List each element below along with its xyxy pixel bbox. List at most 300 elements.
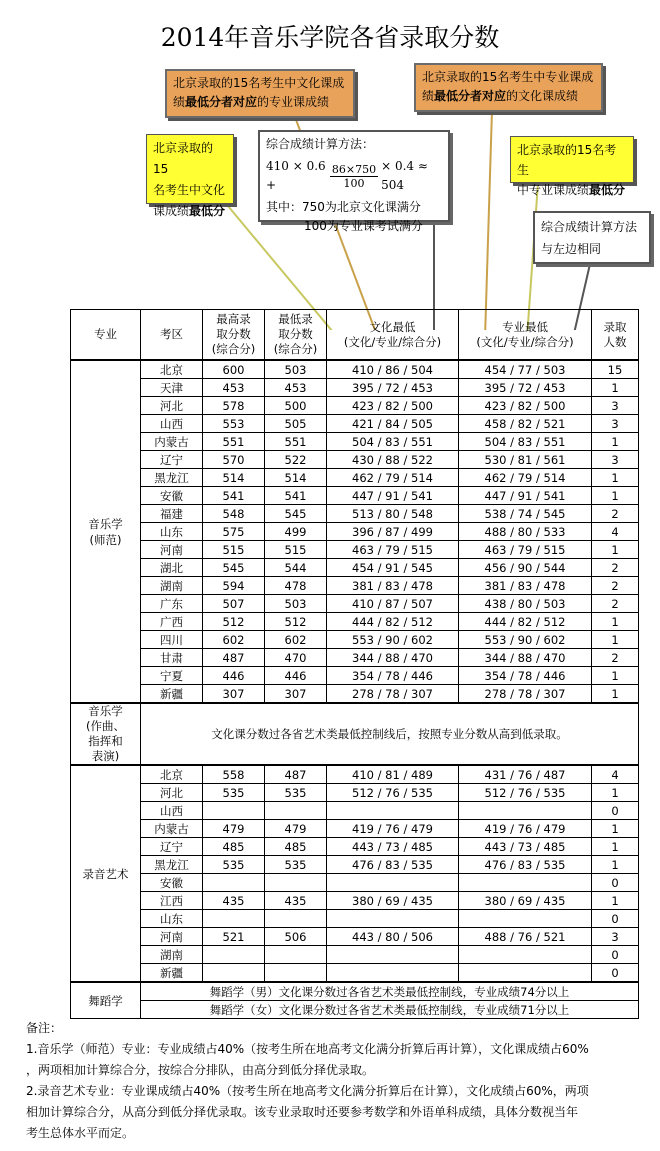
callout-culture-min-prof: [165, 69, 355, 118]
cell-region: 江西: [141, 892, 203, 910]
cell-count: 0: [592, 946, 639, 964]
callout-line: [173, 93, 347, 112]
cell-min-score: 602: [265, 631, 327, 649]
cell-max-score: 514: [203, 469, 265, 487]
callout-same-method: [533, 211, 651, 264]
connector-orange-right: [485, 110, 492, 330]
cell-region: 安徽: [141, 487, 203, 505]
cell-count: 3: [592, 397, 639, 415]
note-line: ，两项相加计算综合分，按综合分排队，由高分到低分择优录取。: [26, 1063, 375, 1077]
cell-min-score: 479: [265, 820, 327, 838]
cell-prof-min: 431 / 76 / 487: [459, 765, 592, 784]
cell-max-score: [203, 910, 265, 928]
section-music-education: [71, 360, 639, 703]
cell-culture-min: 278 / 78 / 307: [327, 685, 459, 704]
cell-prof-min: 512 / 76 / 535: [459, 784, 592, 802]
cell-max-score: [203, 946, 265, 964]
callout-formula: [258, 130, 450, 233]
label-line: (作曲、: [86, 719, 125, 733]
header-max-score: [203, 310, 265, 361]
cell-prof-min: 447 / 91 / 541: [459, 487, 592, 505]
cell-prof-min: 278 / 78 / 307: [459, 685, 592, 704]
cell-prof-min: 395 / 72 / 453: [459, 379, 592, 397]
cell-max-score: 551: [203, 433, 265, 451]
formula-denominator: 100: [343, 176, 365, 190]
cell-max-score: 578: [203, 397, 265, 415]
callout-line: [153, 201, 227, 222]
cell-prof-min: 462 / 79 / 514: [459, 469, 592, 487]
note-line: 考生总体水平而定。: [26, 1126, 135, 1140]
cell-prof-min: 454 / 77 / 503: [459, 360, 592, 379]
table-row: [71, 892, 639, 910]
formula: [266, 157, 442, 195]
cell-prof-min: 488 / 80 / 533: [459, 523, 592, 541]
cell-count: 4: [592, 523, 639, 541]
cell-count: 0: [592, 802, 639, 820]
cell-count: 1: [592, 487, 639, 505]
table-row: [71, 982, 639, 1001]
cell-prof-min: [459, 964, 592, 983]
callout-line: 北京录取的15: [153, 141, 214, 176]
cell-min-score: [265, 802, 327, 820]
table-row: [71, 1001, 639, 1019]
cell-region: 四川: [141, 631, 203, 649]
cell-culture-min: 504 / 83 / 551: [327, 433, 459, 451]
cell-max-score: 535: [203, 856, 265, 874]
table-row: [71, 631, 639, 649]
header-count: [592, 310, 639, 361]
cell-culture-min: 443 / 73 / 485: [327, 838, 459, 856]
cell-count: 3: [592, 451, 639, 469]
table-row: [71, 667, 639, 685]
dance-rule-male: 舞蹈学（男）文化课分数过各省艺术类最低控制线，专业成绩74分以上: [141, 982, 639, 1001]
header-line: 录取: [603, 319, 627, 334]
cell-count: 2: [592, 649, 639, 667]
table-row: [71, 451, 639, 469]
table-row: [71, 360, 639, 379]
cell-min-score: 503: [265, 360, 327, 379]
cell-prof-min: 423 / 82 / 500: [459, 397, 592, 415]
cell-min-score: 541: [265, 487, 327, 505]
cell-region: 福建: [141, 505, 203, 523]
cell-min-score: [265, 964, 327, 983]
cell-count: 1: [592, 820, 639, 838]
callout-bold: 最低分者对应: [434, 89, 507, 103]
cell-region: 河北: [141, 397, 203, 415]
cell-count: 1: [592, 469, 639, 487]
table-row: [71, 559, 639, 577]
cell-max-score: 575: [203, 523, 265, 541]
cell-max-score: 485: [203, 838, 265, 856]
callout-line: 北京录取的15名考生: [517, 143, 617, 177]
cell-region: 河南: [141, 928, 203, 946]
callout-text: 课成绩: [153, 204, 190, 218]
cell-max-score: 521: [203, 928, 265, 946]
header-min-score: [265, 310, 327, 361]
cell-culture-min: 410 / 86 / 504: [327, 360, 459, 379]
cell-prof-min: 530 / 81 / 561: [459, 451, 592, 469]
cell-max-score: 553: [203, 415, 265, 433]
cell-region: 河北: [141, 784, 203, 802]
cell-count: 2: [592, 505, 639, 523]
cell-min-score: 545: [265, 505, 327, 523]
cell-max-score: 453: [203, 379, 265, 397]
cell-prof-min: 380 / 69 / 435: [459, 892, 592, 910]
cell-culture-min: 443 / 80 / 506: [327, 928, 459, 946]
note-line: 1.音乐学（师范）专业：专业成绩占40%（按考生所在地高考文化满分折算后再计算），文化课成绩占60%: [26, 1042, 589, 1056]
cell-count: 2: [592, 577, 639, 595]
cell-prof-min: 488 / 76 / 521: [459, 928, 592, 946]
cell-region: 湖南: [141, 577, 203, 595]
cell-region: 内蒙古: [141, 820, 203, 838]
table-row: [71, 874, 639, 892]
cell-count: 1: [592, 433, 639, 451]
cell-min-score: 515: [265, 541, 327, 559]
cell-min-score: 470: [265, 649, 327, 667]
cell-prof-min: 443 / 73 / 485: [459, 838, 592, 856]
callout-text: 的文化课成绩: [506, 89, 579, 103]
label-line: 音乐学: [88, 704, 123, 718]
cell-culture-min: 454 / 91 / 545: [327, 559, 459, 577]
major-label: [71, 703, 141, 765]
callout-text: 中专业课成绩: [517, 183, 590, 197]
cell-max-score: 535: [203, 784, 265, 802]
cell-max-score: 548: [203, 505, 265, 523]
cell-max-score: 507: [203, 595, 265, 613]
table-row: [71, 577, 639, 595]
cell-min-score: [265, 946, 327, 964]
notes: [26, 1018, 640, 1144]
callout-line: 综合成绩计算方法: [541, 220, 638, 234]
header-line: 最低录: [278, 312, 313, 326]
table-row: [71, 487, 639, 505]
table-row: [71, 946, 639, 964]
header-line: 文化最低: [369, 319, 416, 334]
cell-count: 1: [592, 892, 639, 910]
table-row: [71, 802, 639, 820]
cell-min-score: 435: [265, 892, 327, 910]
cell-min-score: 487: [265, 765, 327, 784]
header-culture-min: [327, 310, 459, 361]
header-prof-min: [459, 310, 592, 361]
cell-max-score: 487: [203, 649, 265, 667]
cell-min-score: 485: [265, 838, 327, 856]
formula-title: 综合成绩计算方法：: [266, 137, 375, 151]
cell-culture-min: [327, 910, 459, 928]
callout-bold: 最低分: [589, 183, 626, 197]
table-row: [71, 379, 639, 397]
cell-culture-min: 410 / 81 / 489: [327, 765, 459, 784]
cell-prof-min: 354 / 78 / 446: [459, 667, 592, 685]
table-row: [71, 469, 639, 487]
cell-region: 山西: [141, 802, 203, 820]
header-line: 最高录: [216, 312, 251, 326]
cell-region: 北京: [141, 360, 203, 379]
cell-culture-min: 344 / 88 / 470: [327, 649, 459, 667]
table-row: [71, 964, 639, 983]
cell-min-score: 478: [265, 577, 327, 595]
cell-prof-min: 344 / 88 / 470: [459, 649, 592, 667]
cell-min-score: 506: [265, 928, 327, 946]
cell-count: 1: [592, 613, 639, 631]
table-row: [71, 910, 639, 928]
callout-text: 绩: [173, 95, 186, 109]
callout-bold: 最低分者对应: [185, 95, 258, 109]
cell-max-score: 602: [203, 631, 265, 649]
cell-count: 1: [592, 667, 639, 685]
cell-count: 3: [592, 415, 639, 433]
callout-prof-min-culture: [414, 63, 603, 112]
cell-min-score: 500: [265, 397, 327, 415]
cell-count: 1: [592, 784, 639, 802]
cell-region: 黑龙江: [141, 469, 203, 487]
cell-culture-min: 430 / 88 / 522: [327, 451, 459, 469]
cell-prof-min: 381 / 83 / 478: [459, 577, 592, 595]
cell-prof-min: 458 / 82 / 521: [459, 415, 592, 433]
cell-count: 2: [592, 559, 639, 577]
cell-min-score: 505: [265, 415, 327, 433]
cell-culture-min: 444 / 82 / 512: [327, 613, 459, 631]
cell-min-score: 551: [265, 433, 327, 451]
table-row: [71, 685, 639, 704]
cell-count: 0: [592, 874, 639, 892]
formula-part: 410 × 0.6 +: [266, 159, 326, 192]
cell-culture-min: 395 / 72 / 453: [327, 379, 459, 397]
cell-culture-min: 513 / 80 / 548: [327, 505, 459, 523]
cell-count: 1: [592, 685, 639, 704]
cell-culture-min: 553 / 90 / 602: [327, 631, 459, 649]
cell-culture-min: 396 / 87 / 499: [327, 523, 459, 541]
cell-culture-min: 380 / 69 / 435: [327, 892, 459, 910]
cell-min-score: 514: [265, 469, 327, 487]
cell-min-score: 446: [265, 667, 327, 685]
cell-prof-min: 538 / 74 / 545: [459, 505, 592, 523]
cell-region: 广东: [141, 595, 203, 613]
table-header-row: [71, 310, 639, 361]
cell-count: 1: [592, 541, 639, 559]
cell-max-score: 570: [203, 451, 265, 469]
header-line: (综合分): [211, 342, 256, 356]
cell-region: 甘肃: [141, 649, 203, 667]
cell-region: 山东: [141, 910, 203, 928]
cell-count: 2: [592, 595, 639, 613]
cell-prof-min: 504 / 83 / 551: [459, 433, 592, 451]
composition-rule: 文化课分数过各省艺术类最低控制线后，按照专业分数从高到低录取。: [141, 703, 639, 765]
formula-part: × 0.4 ≈ 504: [381, 159, 428, 192]
callout-line: [422, 87, 595, 106]
header-line: 专业最低: [502, 319, 548, 334]
cell-max-score: 446: [203, 667, 265, 685]
cell-max-score: 600: [203, 360, 265, 379]
callout-line: [517, 180, 627, 200]
cell-max-score: 594: [203, 577, 265, 595]
cell-count: 0: [592, 964, 639, 983]
cell-max-score: 558: [203, 765, 265, 784]
label-line: 表演): [91, 749, 120, 763]
section-recording-arts: [71, 765, 639, 982]
callout-bold: 最低分: [189, 204, 226, 218]
cell-max-score: [203, 802, 265, 820]
table-row: [71, 649, 639, 667]
cell-max-score: [203, 964, 265, 983]
cell-min-score: 535: [265, 784, 327, 802]
header-major: 专业: [71, 310, 141, 361]
cell-prof-min: 463 / 79 / 515: [459, 541, 592, 559]
cell-culture-min: [327, 946, 459, 964]
cell-min-score: 544: [265, 559, 327, 577]
callout-text: 绩: [422, 89, 435, 103]
cell-count: 1: [592, 856, 639, 874]
cell-max-score: [203, 874, 265, 892]
cell-region: 山东: [141, 523, 203, 541]
cell-count: 1: [592, 838, 639, 856]
cell-prof-min: 476 / 83 / 535: [459, 856, 592, 874]
cell-prof-min: [459, 946, 592, 964]
table-row: [71, 784, 639, 802]
callout-line: 北京录取的15名考生中文化课成: [173, 76, 345, 90]
cell-count: 3: [592, 928, 639, 946]
header-region: 考区: [141, 310, 203, 361]
cell-max-score: 545: [203, 559, 265, 577]
cell-culture-min: 447 / 91 / 541: [327, 487, 459, 505]
note-line: 2.录音艺术专业：专业课成绩占40%（按考生所在地高考文化满分折算后在计算），文化成绩占60%，两项: [26, 1084, 589, 1098]
formula-note: 100为专业课考试满分: [304, 219, 423, 233]
cell-culture-min: 421 / 84 / 505: [327, 415, 459, 433]
cell-count: 0: [592, 910, 639, 928]
cell-culture-min: 410 / 87 / 507: [327, 595, 459, 613]
callout-culture-min: [146, 134, 234, 218]
cell-culture-min: 512 / 76 / 535: [327, 784, 459, 802]
callout-line: 与左边相同: [541, 242, 602, 256]
cell-max-score: 512: [203, 613, 265, 631]
notes-heading: 备注：: [26, 1021, 63, 1035]
header-line: (文化/专业/综合分): [476, 334, 574, 349]
table-row: [71, 397, 639, 415]
cell-culture-min: 463 / 79 / 515: [327, 541, 459, 559]
cell-culture-min: [327, 964, 459, 983]
cell-count: 1: [592, 379, 639, 397]
cell-region: 湖北: [141, 559, 203, 577]
cell-prof-min: 444 / 82 / 512: [459, 613, 592, 631]
callout-line: 名考生中文化: [153, 183, 226, 197]
cell-region: 宁夏: [141, 667, 203, 685]
cell-prof-min: [459, 910, 592, 928]
cell-culture-min: 462 / 79 / 514: [327, 469, 459, 487]
callout-prof-min: [510, 136, 634, 197]
cell-region: 新疆: [141, 685, 203, 704]
cell-region: 北京: [141, 765, 203, 784]
table-row: [71, 820, 639, 838]
cell-min-score: 522: [265, 451, 327, 469]
callout-text: 的专业课成绩: [257, 95, 330, 109]
cell-region: 新疆: [141, 964, 203, 983]
table-row: [71, 523, 639, 541]
cell-min-score: 499: [265, 523, 327, 541]
cell-culture-min: 476 / 83 / 535: [327, 856, 459, 874]
cell-region: 黑龙江: [141, 856, 203, 874]
cell-culture-min: [327, 874, 459, 892]
header-line: 取分数: [278, 327, 313, 341]
table-row: [71, 928, 639, 946]
label-line: (师范): [89, 532, 122, 547]
cell-culture-min: [327, 802, 459, 820]
section-dance: [71, 982, 639, 1019]
table-row: [71, 433, 639, 451]
label-line: 音乐学: [88, 516, 123, 531]
cell-culture-min: 423 / 82 / 500: [327, 397, 459, 415]
cell-region: 山西: [141, 415, 203, 433]
cell-prof-min: [459, 874, 592, 892]
table-row: [71, 765, 639, 784]
note-line: 相加计算综合分，从高分到低分择优录取。该专业录取时还要参考数学和外语单科成绩，具体分数视当年: [26, 1105, 579, 1119]
cell-min-score: 307: [265, 685, 327, 704]
header-line: 人数: [603, 334, 627, 349]
cell-max-score: 515: [203, 541, 265, 559]
cell-min-score: [265, 874, 327, 892]
callout-line: 北京录取的15名考生中专业课成: [422, 70, 594, 84]
table-row: [71, 703, 639, 765]
cell-region: 广西: [141, 613, 203, 631]
cell-prof-min: 456 / 90 / 544: [459, 559, 592, 577]
table-row: [71, 613, 639, 631]
cell-prof-min: 419 / 76 / 479: [459, 820, 592, 838]
section-music-composition: [71, 703, 639, 765]
cell-max-score: 435: [203, 892, 265, 910]
cell-min-score: 512: [265, 613, 327, 631]
cell-max-score: 479: [203, 820, 265, 838]
cell-region: 辽宁: [141, 451, 203, 469]
header-line: 取分数: [216, 327, 251, 341]
cell-region: 河南: [141, 541, 203, 559]
cell-prof-min: 553 / 90 / 602: [459, 631, 592, 649]
admission-table: [70, 309, 639, 1019]
major-label: [71, 360, 141, 703]
cell-region: 辽宁: [141, 838, 203, 856]
header-line: (文化/专业/综合分): [343, 334, 442, 349]
cell-count: 4: [592, 765, 639, 784]
cell-max-score: 307: [203, 685, 265, 704]
major-label: 录音艺术: [71, 765, 141, 982]
cell-min-score: [265, 910, 327, 928]
formula-note: 其中：750为北京文化课满分: [266, 200, 421, 214]
cell-prof-min: 438 / 80 / 503: [459, 595, 592, 613]
table-row: [71, 541, 639, 559]
table-row: [71, 415, 639, 433]
cell-min-score: 453: [265, 379, 327, 397]
cell-region: 内蒙古: [141, 433, 203, 451]
cell-prof-min: [459, 802, 592, 820]
cell-culture-min: 419 / 76 / 479: [327, 820, 459, 838]
cell-max-score: 541: [203, 487, 265, 505]
table-row: [71, 856, 639, 874]
header-line: (综合分): [273, 342, 318, 356]
cell-count: 15: [592, 360, 639, 379]
cell-min-score: 535: [265, 856, 327, 874]
cell-region: 湖南: [141, 946, 203, 964]
cell-min-score: 503: [265, 595, 327, 613]
cell-count: 1: [592, 631, 639, 649]
cell-culture-min: 381 / 83 / 478: [327, 577, 459, 595]
dance-rule-female: 舞蹈学（女）文化课分数过各省艺术类最低控制线，专业成绩71分以上: [141, 1001, 639, 1019]
page-title: 2014年音乐学院各省录取分数: [160, 23, 500, 52]
cell-culture-min: 354 / 78 / 446: [327, 667, 459, 685]
table-row: [71, 595, 639, 613]
major-label: 舞蹈学: [71, 982, 141, 1019]
formula-numerator: 86×750: [331, 162, 377, 176]
label-line: 指挥和: [88, 734, 123, 748]
formula-fraction: [330, 163, 378, 190]
table-row: [71, 505, 639, 523]
